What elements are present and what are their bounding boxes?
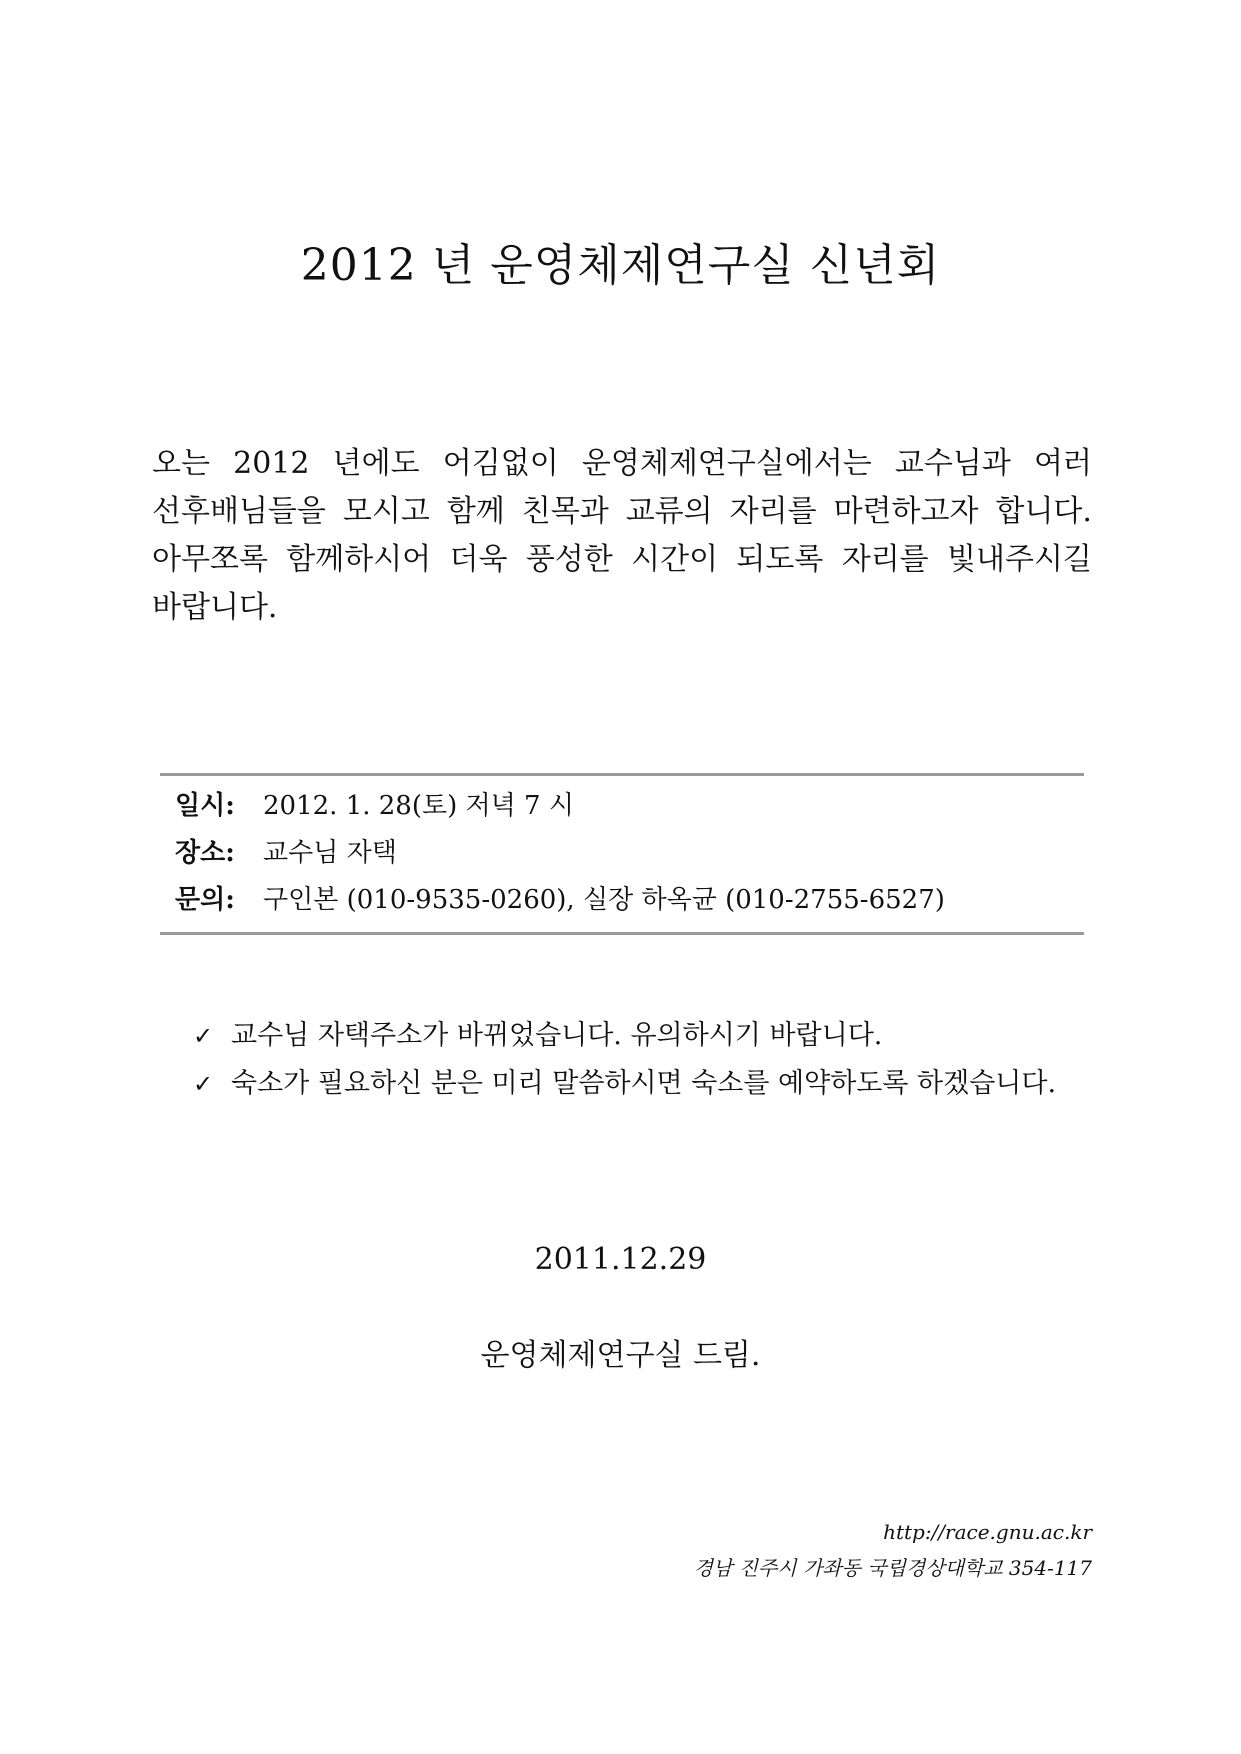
note-item [193, 1060, 1093, 1108]
intro-word: 바랍니다. [152, 590, 278, 625]
intro-word: 아무쪼록 [152, 542, 268, 577]
intro-word: 되도록 [736, 542, 824, 577]
footer-address: 경남 진주시 가좌동 국립경상대학교 354-117 [693, 1556, 1092, 1580]
intro-word: 시간이 [631, 542, 719, 577]
footer-url: http://race.gnu.ac.kr [883, 1520, 1092, 1544]
intro-word: 년에도 [332, 446, 420, 481]
info-row-where [160, 830, 1084, 877]
intro-word: 빛내주시길 [947, 542, 1092, 577]
intro-word: 마련하고자 [833, 494, 979, 529]
intro-word: 자리를 [841, 542, 929, 577]
issue-date: 2011.12.29 [534, 1242, 707, 1277]
event-info-box [160, 773, 1084, 935]
intro-word: 선후배님들을 [152, 494, 326, 529]
intro-word: 교수님과 [894, 446, 1011, 481]
intro-line [152, 440, 1092, 488]
intro-word: 어김없이 [442, 446, 559, 481]
notes-list [193, 1012, 1093, 1108]
intro-line [152, 488, 1092, 536]
intro-word: 모시고 [342, 494, 430, 529]
info-label: 장소: [175, 838, 235, 868]
info-value: 구인본 (010-9535-0260), 실장 하옥균 (010-2755-6527) [263, 885, 945, 915]
intro-word: 오는 [152, 446, 210, 481]
intro-word: 2012 [233, 446, 310, 481]
intro-line [152, 536, 1092, 584]
info-row-when [160, 783, 1084, 830]
info-row-contact [160, 877, 1084, 924]
info-value: 2012. 1. 28(토) 저녁 7 시 [263, 791, 574, 821]
intro-paragraph [152, 440, 1092, 632]
intro-word: 여러 [1033, 446, 1092, 481]
signature: 운영체제연구실 드림. [480, 1338, 761, 1373]
intro-word: 함께하시어 [286, 542, 432, 577]
intro-word: 함께 [446, 494, 505, 529]
footer [694, 1514, 1092, 1586]
intro-word: 자리를 [729, 494, 817, 529]
intro-word: 운영체제연구실에서는 [581, 446, 872, 481]
info-label: 문의: [175, 885, 235, 915]
check-icon: ✓ [193, 1070, 214, 1098]
document-title: 2012 년 운영체제연구실 신년회 [300, 240, 941, 291]
intro-word: 풍성한 [525, 542, 613, 577]
intro-word: 더욱 [449, 542, 508, 577]
note-text: 교수님 자택주소가 바뀌었습니다. 유의하시기 바랍니다. [231, 1020, 883, 1051]
intro-word: 교류의 [625, 494, 713, 529]
check-icon: ✓ [193, 1022, 214, 1050]
info-label: 일시: [175, 791, 235, 821]
note-item [193, 1012, 1093, 1060]
intro-line [152, 584, 1092, 632]
info-value: 교수님 자택 [263, 838, 397, 868]
intro-word: 합니다. [995, 494, 1092, 529]
intro-word: 친목과 [521, 494, 609, 529]
note-text: 숙소가 필요하신 분은 미리 말씀하시면 숙소를 예약하도록 하겠습니다. [231, 1068, 1057, 1099]
